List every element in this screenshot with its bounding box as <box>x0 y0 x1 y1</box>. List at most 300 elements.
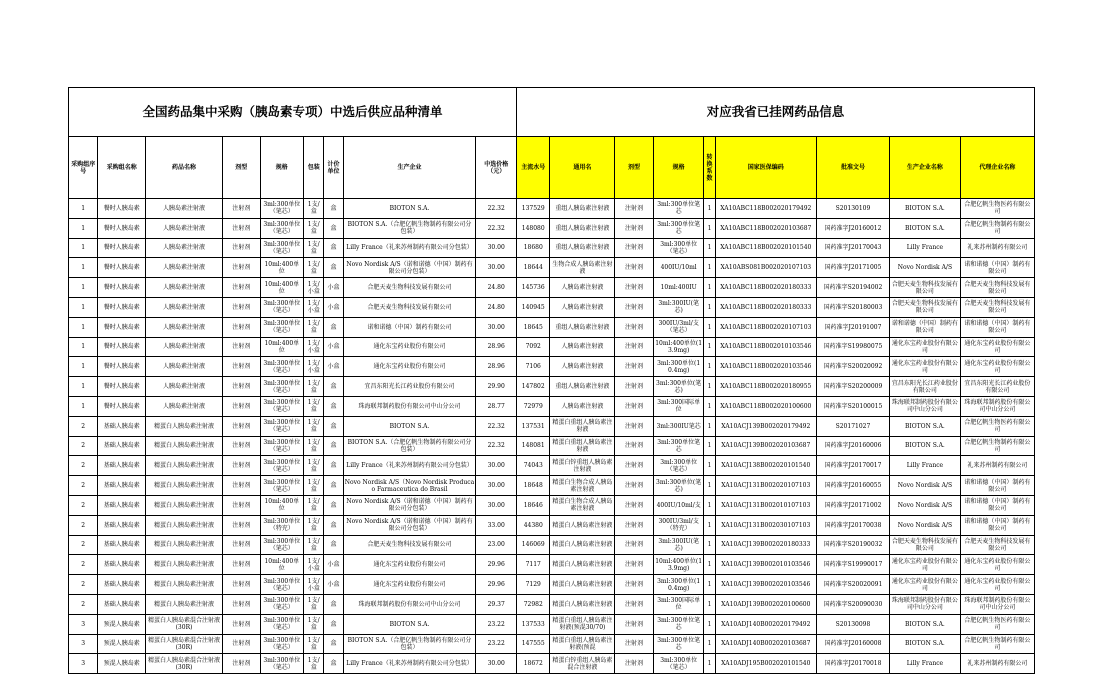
table-cell: 国药准字J20170018 <box>816 654 889 674</box>
table-cell: Lilly France <box>889 238 960 258</box>
table-cell: 30.00 <box>476 456 517 476</box>
table-cell: 注射剂 <box>223 337 260 357</box>
table-cell: 3ml:300单位笔芯 <box>653 634 704 654</box>
table-cell: 2 <box>69 495 98 515</box>
table-cell: 1 <box>704 614 715 634</box>
table-cell: 合肥亿帆生物医药有限公司 <box>960 416 1034 436</box>
table-cell: 注射剂 <box>223 614 260 634</box>
table-cell: 18644 <box>517 258 550 278</box>
table-cell: XA10ACJ139B002020103546 <box>715 575 816 595</box>
table-cell: 3ml:300单位(10.4mg) <box>653 357 704 377</box>
table-cell: 珠海联邦制药股份有限公司中山分公司 <box>343 594 476 614</box>
table-cell: 29.96 <box>476 575 517 595</box>
table-cell: BIOTON S.A. <box>343 199 476 219</box>
table-row <box>69 515 1035 535</box>
table-cell: 合肥天麦生物科技发展有限公司 <box>889 278 960 298</box>
table-cell: 宜昌东阳光长江药业股份有限公司 <box>343 377 476 397</box>
table-cell: 1 <box>69 278 98 298</box>
table-cell: 盒 <box>324 476 343 496</box>
table-cell: 盒 <box>324 495 343 515</box>
table-cell: 精蛋白人胰岛素注射液 <box>146 555 223 575</box>
table-cell: S20130109 <box>816 199 889 219</box>
table-cell: 10ml:400单位 <box>260 495 304 515</box>
table-cell: BIOTON S.A.（合肥亿帆生物制药有限公司分包装） <box>343 436 476 456</box>
table-cell: 盒 <box>324 199 343 219</box>
table-cell: 1支/小盒 <box>304 575 324 595</box>
table-cell: 注射剂 <box>223 575 260 595</box>
table-cell: S20171027 <box>816 416 889 436</box>
table-cell: XA10ADJ195B002020101540 <box>715 654 816 674</box>
table-cell: 人胰岛素注射液 <box>550 278 615 298</box>
table-cell: 24.80 <box>476 278 517 298</box>
table-cell: 精蛋白人胰岛素注射液 <box>550 575 615 595</box>
table-cell: 1 <box>704 495 715 515</box>
table-cell: 国药准字J20170017 <box>816 456 889 476</box>
table-cell: 137529 <box>517 199 550 219</box>
table-cell: 18672 <box>517 654 550 674</box>
table-cell: 1 <box>704 278 715 298</box>
table-cell: 1 <box>69 218 98 238</box>
table-cell: 3ml:300单位（笔芯） <box>653 654 704 674</box>
table-cell: Novo Nordisk A/S（诺和诺德（中国）制药有限公司分包装） <box>343 258 476 278</box>
table-cell: 3ml:300单位笔芯 <box>653 218 704 238</box>
table-cell: 注射剂 <box>223 416 260 436</box>
table-cell: 3ml:300单位（笔芯） <box>260 396 304 416</box>
table-cell: 148081 <box>517 436 550 456</box>
table-cell: 1 <box>704 575 715 595</box>
table-cell: 盒 <box>324 456 343 476</box>
table-cell: 1 <box>704 535 715 555</box>
table-cell: 1支/盒 <box>304 317 324 337</box>
table-cell: BIOTON S.A. <box>343 614 476 634</box>
table-row <box>69 634 1035 654</box>
table-row <box>69 317 1035 337</box>
table-cell: 1支/盒 <box>304 515 324 535</box>
table-cell: 国药准字J20160008 <box>816 634 889 654</box>
table-cell: BIOTON S.A. <box>889 416 960 436</box>
table-cell: 盒 <box>324 614 343 634</box>
table-cell: 精蛋白人胰岛素注射液 <box>146 594 223 614</box>
table-cell: 小盒 <box>324 297 343 317</box>
table-cell: 注射剂 <box>223 238 260 258</box>
table-cell: 精蛋白生物合成人胰岛素注射液 <box>550 495 615 515</box>
table-cell: 23.22 <box>476 614 517 634</box>
table-cell: XA10ABC118B002020107103 <box>715 317 816 337</box>
table-cell: 7106 <box>517 357 550 377</box>
table-cell: 2 <box>69 535 98 555</box>
table-cell: 30.00 <box>476 317 517 337</box>
table-cell: 珠海联邦制药股份有限公司中山分公司 <box>960 594 1034 614</box>
table-cell: 盒 <box>324 416 343 436</box>
table-cell: 国药准字S20020091 <box>816 575 889 595</box>
table-cell: 1 <box>704 515 715 535</box>
table-cell: 诺和诺德（中国）制药有限公司 <box>889 317 960 337</box>
table-cell: 国药准字J20170038 <box>816 515 889 535</box>
table-cell: XA10ADJ140B002020103687 <box>715 634 816 654</box>
table-cell: 1支/盒 <box>304 535 324 555</box>
table-cell: 合肥天麦生物科技发展有限公司 <box>889 297 960 317</box>
table-cell: 注射剂 <box>615 634 654 654</box>
table-cell: BIOTON S.A.（合肥亿帆生物制药有限公司分包装） <box>343 634 476 654</box>
table-cell: 注射剂 <box>223 199 260 219</box>
column-header: 规格 <box>260 137 304 199</box>
table-cell: 人胰岛素注射液 <box>146 317 223 337</box>
table-cell: 基础人胰岛素 <box>98 456 146 476</box>
table-cell: 3ml:300单位（笔芯） <box>260 436 304 456</box>
table-cell: 1 <box>69 258 98 278</box>
table-cell: 餐时人胰岛素 <box>98 317 146 337</box>
table-cell: 147802 <box>517 377 550 397</box>
table-cell: 人胰岛素注射液 <box>146 218 223 238</box>
table-cell: XA10ACJ139B002020103687 <box>715 436 816 456</box>
table-cell: 3ml:300单位（笔芯） <box>260 476 304 496</box>
column-header: 代理企业名称 <box>960 137 1034 199</box>
table-cell: 盒 <box>324 258 343 278</box>
table-cell: 1支/盒 <box>304 258 324 278</box>
table-cell: 2 <box>69 555 98 575</box>
table-cell: 合肥亿帆生物医药有限公司 <box>960 614 1034 634</box>
table-cell: 400IU/10ml/支 <box>653 495 704 515</box>
table-cell: 人胰岛素注射液 <box>146 278 223 298</box>
table-cell: 人胰岛素注射液 <box>146 396 223 416</box>
table-cell: 3ml:300IU(笔芯) <box>653 297 704 317</box>
table-cell: 22.32 <box>476 199 517 219</box>
table-cell: 基础人胰岛素 <box>98 436 146 456</box>
table-cell: 注射剂 <box>223 495 260 515</box>
table-cell: 注射剂 <box>615 416 654 436</box>
table-cell: 1 <box>704 258 715 278</box>
table-cell: 餐时人胰岛素 <box>98 218 146 238</box>
table-cell: XA10ABC118B002020180333 <box>715 278 816 298</box>
table-cell: 28.96 <box>476 337 517 357</box>
table-cell: 精蛋白人胰岛素注射液 <box>146 456 223 476</box>
table-cell: 人胰岛素注射液 <box>146 357 223 377</box>
table-cell: XA10ABC118B002020100600 <box>715 396 816 416</box>
right-title: 对应我省已挂网药品信息 <box>517 88 1035 137</box>
table-cell: 1 <box>704 297 715 317</box>
table-cell: 1 <box>704 654 715 674</box>
table-row <box>69 436 1035 456</box>
table-cell: 通化东宝药业股份有限公司 <box>960 555 1034 575</box>
table-cell: 人胰岛素注射液 <box>146 337 223 357</box>
table-cell: Novo Nordisk A/S（Novo Nordisk Producao Farmaceutica do Brasil <box>343 476 476 496</box>
table-cell: 1 <box>69 297 98 317</box>
table-cell: 预混人胰岛素 <box>98 634 146 654</box>
table-cell: 精蛋白人胰岛素混合注射液(30R) <box>146 634 223 654</box>
table-cell: 合肥亿帆生物制药有限公司 <box>960 436 1034 456</box>
table-cell: 29.96 <box>476 555 517 575</box>
table-cell: 餐时人胰岛素 <box>98 337 146 357</box>
table-cell: 基础人胰岛素 <box>98 555 146 575</box>
table-cell: 7117 <box>517 555 550 575</box>
table-cell: 人胰岛素注射液 <box>146 199 223 219</box>
table-row <box>69 654 1035 674</box>
table-row <box>69 575 1035 595</box>
table-cell: XA10ABC118B002020180333 <box>715 297 816 317</box>
column-header: 生产企业 <box>343 137 476 199</box>
table-cell: 基础人胰岛素 <box>98 515 146 535</box>
table-cell: 国药准字S20190032 <box>816 535 889 555</box>
table-cell: 1支/盒 <box>304 238 324 258</box>
table-cell: BIOTON S.A. <box>889 218 960 238</box>
table-cell: 精蛋白生物合成人胰岛素注射液 <box>550 476 615 496</box>
table-cell: 1支/盒 <box>304 495 324 515</box>
column-header: 批准文号 <box>816 137 889 199</box>
table-cell: 1支/小盒 <box>304 357 324 377</box>
table-row <box>69 594 1035 614</box>
table-cell: 珠海联邦制药股份有限公司中山分公司 <box>343 396 476 416</box>
table-cell: XA10ADJ140B002020179492 <box>715 614 816 634</box>
table-cell: XA10ADJ139B002020100600 <box>715 594 816 614</box>
table-cell: 人胰岛素注射液 <box>550 357 615 377</box>
table-row <box>69 238 1035 258</box>
table-cell: 1 <box>704 357 715 377</box>
table-cell: 44380 <box>517 515 550 535</box>
table-cell: 通化东宝药业股份有限公司 <box>960 337 1034 357</box>
table-cell: 300IU/3ml/支（笔芯） <box>653 317 704 337</box>
table-cell: 2 <box>69 575 98 595</box>
table-cell: 精蛋白人胰岛素注射液 <box>146 575 223 595</box>
table-cell: 29.90 <box>476 377 517 397</box>
table-cell: 合肥亿帆生物制药有限公司 <box>960 218 1034 238</box>
table-cell: 注射剂 <box>615 594 654 614</box>
table-cell: Novo Nordisk A/S <box>889 495 960 515</box>
table-cell: 注射剂 <box>223 377 260 397</box>
table-cell: 精蛋白人胰岛素注射液 <box>550 555 615 575</box>
table-cell: Lilly France（礼来苏州制药有限公司分包装） <box>343 654 476 674</box>
table-cell: 1 <box>704 594 715 614</box>
table-cell: 3ml:300国际单位 <box>653 396 704 416</box>
table-cell: 注射剂 <box>223 218 260 238</box>
table-cell: S20130098 <box>816 614 889 634</box>
table-cell: 精蛋白人胰岛素注射液 <box>550 594 615 614</box>
table-cell: 30.00 <box>476 654 517 674</box>
table-cell: 国药准字J20171002 <box>816 495 889 515</box>
table-cell: 3ml:300单位（笔芯） <box>653 456 704 476</box>
table-cell: 2 <box>69 416 98 436</box>
table-cell: 餐时人胰岛素 <box>98 396 146 416</box>
table-cell: 精蛋白人胰岛素注射液 <box>146 535 223 555</box>
table-cell: XA10ACJ139B002020180333 <box>715 535 816 555</box>
table-cell: 精蛋白人胰岛素注射液 <box>146 436 223 456</box>
table-cell: 注射剂 <box>223 278 260 298</box>
table-cell: 3ml:300单位（笔芯） <box>260 199 304 219</box>
table-cell: 3ml:300单位(笔芯) <box>653 476 704 496</box>
table-cell: 国药准字J20170043 <box>816 238 889 258</box>
table-row <box>69 555 1035 575</box>
table-cell: 148080 <box>517 218 550 238</box>
table-cell: XA10ABC118B002020180955 <box>715 377 816 397</box>
table-cell: BIOTON S.A. <box>343 416 476 436</box>
table-cell: 盒 <box>324 654 343 674</box>
table-cell: 3ml:300单位（笔芯） <box>260 654 304 674</box>
table-cell: 人胰岛素注射液 <box>550 297 615 317</box>
table-cell: 合肥天麦生物科技发展有限公司 <box>343 297 476 317</box>
table-cell: 22.32 <box>476 218 517 238</box>
table-cell: 精蛋白人胰岛素混合注射液(30R) <box>146 614 223 634</box>
table-row <box>69 495 1035 515</box>
table-cell: 1 <box>69 337 98 357</box>
table-cell: 珠海联邦制药股份有限公司中山分公司 <box>960 396 1034 416</box>
table-cell: 基础人胰岛素 <box>98 416 146 436</box>
table-cell: 小盒 <box>324 337 343 357</box>
left-title: 全国药品集中采购（胰岛素专项）中选后供应品种清单 <box>69 88 517 137</box>
table-cell: 10ml:400单位 <box>260 258 304 278</box>
table-cell: 通化东宝药业股份有限公司 <box>343 575 476 595</box>
table-cell: 3ml:300单位（特充） <box>260 515 304 535</box>
table-cell: 注射剂 <box>615 575 654 595</box>
table-cell: 注射剂 <box>615 456 654 476</box>
table-cell: 400IU/10ml <box>653 258 704 278</box>
table-cell: 1 <box>704 377 715 397</box>
table-cell: 3ml:300单位(笔芯) <box>653 377 704 397</box>
table-cell: 137533 <box>517 614 550 634</box>
table-cell: 注射剂 <box>615 297 654 317</box>
table-cell: 1支/盒 <box>304 476 324 496</box>
table-row <box>69 218 1035 238</box>
table-cell: 3ml:300IU(笔芯) <box>653 535 704 555</box>
column-header: 国家医保编码 <box>715 137 816 199</box>
table-cell: 注射剂 <box>615 258 654 278</box>
table-cell: 注射剂 <box>223 594 260 614</box>
table-cell: 精蛋白锌重组人胰岛素混合注射液 <box>550 654 615 674</box>
table-cell: 注射剂 <box>615 199 654 219</box>
table-cell: 1 <box>69 238 98 258</box>
table-cell: 1 <box>69 377 98 397</box>
table-cell: 1支/盒 <box>304 377 324 397</box>
table-cell: 合肥天麦生物科技发展有限公司 <box>960 535 1034 555</box>
table-cell: 餐时人胰岛素 <box>98 297 146 317</box>
table-cell: 精蛋白重组人胰岛素注射液(预混 <box>550 634 615 654</box>
table-cell: 10ml:400单位(13.9mg) <box>653 337 704 357</box>
table-cell: 盒 <box>324 396 343 416</box>
table-cell: 22.32 <box>476 416 517 436</box>
table-cell: 3ml:300单位（笔芯） <box>260 614 304 634</box>
table-cell: 30.00 <box>476 495 517 515</box>
table-cell: 盒 <box>324 377 343 397</box>
table-cell: 3ml:300单位（笔芯） <box>260 218 304 238</box>
table-cell: Lilly France（礼来苏州制药有限公司分包装） <box>343 456 476 476</box>
table-cell: 珠海联邦制药股份有限公司中山分公司 <box>889 594 960 614</box>
column-header: 采购组序号 <box>69 137 98 199</box>
table-cell: XA10ACJ131B002030107103 <box>715 515 816 535</box>
column-header: 转换系数 <box>704 137 715 199</box>
table-cell: 10ml:400单位 <box>260 337 304 357</box>
table-cell: 33.00 <box>476 515 517 535</box>
table-cell: Lilly France <box>889 456 960 476</box>
table-cell: 国药准字S20100015 <box>816 396 889 416</box>
table-cell: 预混人胰岛素 <box>98 614 146 634</box>
table-cell: 盒 <box>324 515 343 535</box>
table-cell: 1 <box>704 218 715 238</box>
table-cell: 30.00 <box>476 258 517 278</box>
table-cell: 1 <box>704 416 715 436</box>
table-cell: 3ml:300单位（笔芯） <box>260 594 304 614</box>
table-cell: 3 <box>69 654 98 674</box>
table-cell: 国药准字J20171005 <box>816 258 889 278</box>
table-cell: 1支/盒 <box>304 436 324 456</box>
table-cell: 3ml:300单位笔芯 <box>653 199 704 219</box>
table-cell: XA10ABC118B002020103546 <box>715 357 816 377</box>
table-cell: 注射剂 <box>615 654 654 674</box>
table-cell: 3ml:300单位（笔芯） <box>260 416 304 436</box>
column-header: 中选价格（元） <box>476 137 517 199</box>
table-cell: 人胰岛素注射液 <box>146 377 223 397</box>
table-cell: 1支/盒 <box>304 594 324 614</box>
table-cell: XA10ABS081B002020107103 <box>715 258 816 278</box>
table-cell: 餐时人胰岛素 <box>98 199 146 219</box>
table-cell: 国药准字J20160006 <box>816 436 889 456</box>
table-cell: 珠海联邦制药股份有限公司中山分公司 <box>889 396 960 416</box>
table-cell: 精蛋白重组人胰岛素注射液(预混30/70) <box>550 614 615 634</box>
table-cell: 盒 <box>324 634 343 654</box>
table-cell: 宜昌东阳光长江药业股份有限公司 <box>889 377 960 397</box>
table-cell: 重组人胰岛素注射液 <box>550 317 615 337</box>
table-cell: 基础人胰岛素 <box>98 594 146 614</box>
table-cell: 23.00 <box>476 535 517 555</box>
table-cell: 3ml:300单位（笔芯） <box>260 238 304 258</box>
table-cell: 10ml:400单位 <box>260 278 304 298</box>
table-cell: 国药准字S20194002 <box>816 278 889 298</box>
table-cell: 1 <box>704 476 715 496</box>
table-cell: 3ml:300单位（笔芯） <box>260 535 304 555</box>
table-cell: Lilly France <box>889 654 960 674</box>
table-cell: 注射剂 <box>615 476 654 496</box>
table-cell: 国药准字S20180003 <box>816 297 889 317</box>
table-cell: 1支/盒 <box>304 218 324 238</box>
table-cell: XA10ABC118B002010103546 <box>715 337 816 357</box>
table-cell: 1 <box>704 317 715 337</box>
table-cell: XA10ABC118B002020101540 <box>715 238 816 258</box>
table-cell: 精蛋白人胰岛素注射液 <box>146 416 223 436</box>
table-cell: 重组人胰岛素注射液 <box>550 377 615 397</box>
table-cell: BIOTON S.A. <box>889 614 960 634</box>
table-cell: 国药准字S20200009 <box>816 377 889 397</box>
table-cell: 小盒 <box>324 575 343 595</box>
table-cell: 注射剂 <box>223 436 260 456</box>
table-cell: 3ml:300单位（笔芯） <box>260 575 304 595</box>
table-cell: 精蛋白人胰岛素注射液 <box>146 515 223 535</box>
table-cell: 3ml:300国际单位 <box>653 594 704 614</box>
table-cell: XA10ABC118B002020103687 <box>715 218 816 238</box>
table-cell: 注射剂 <box>223 476 260 496</box>
table-cell: 小盒 <box>324 357 343 377</box>
table-cell: 注射剂 <box>223 317 260 337</box>
table-cell: 注射剂 <box>223 297 260 317</box>
column-header: 通用名 <box>550 137 615 199</box>
column-header: 剂型 <box>223 137 260 199</box>
table-cell: 重组人胰岛素注射液 <box>550 238 615 258</box>
table-cell: 注射剂 <box>615 515 654 535</box>
table-cell: 1 <box>69 199 98 219</box>
table-cell: 18646 <box>517 495 550 515</box>
table-cell: 注射剂 <box>615 278 654 298</box>
table-cell: 1支/小盒 <box>304 278 324 298</box>
table-cell: 国药准字J20160012 <box>816 218 889 238</box>
table-cell: 1 <box>704 238 715 258</box>
table-row <box>69 278 1035 298</box>
table-cell: 通化东宝药业股份有限公司 <box>343 337 476 357</box>
table-cell: 注射剂 <box>223 258 260 278</box>
table-row <box>69 199 1035 219</box>
table-cell: 147555 <box>517 634 550 654</box>
table-cell: 3ml:300IU笔芯 <box>653 416 704 436</box>
table-cell: 人胰岛素注射液 <box>550 337 615 357</box>
table-cell: 1支/小盒 <box>304 297 324 317</box>
table-cell: 1 <box>69 396 98 416</box>
table-cell: 1 <box>704 199 715 219</box>
table-cell: 盒 <box>324 535 343 555</box>
